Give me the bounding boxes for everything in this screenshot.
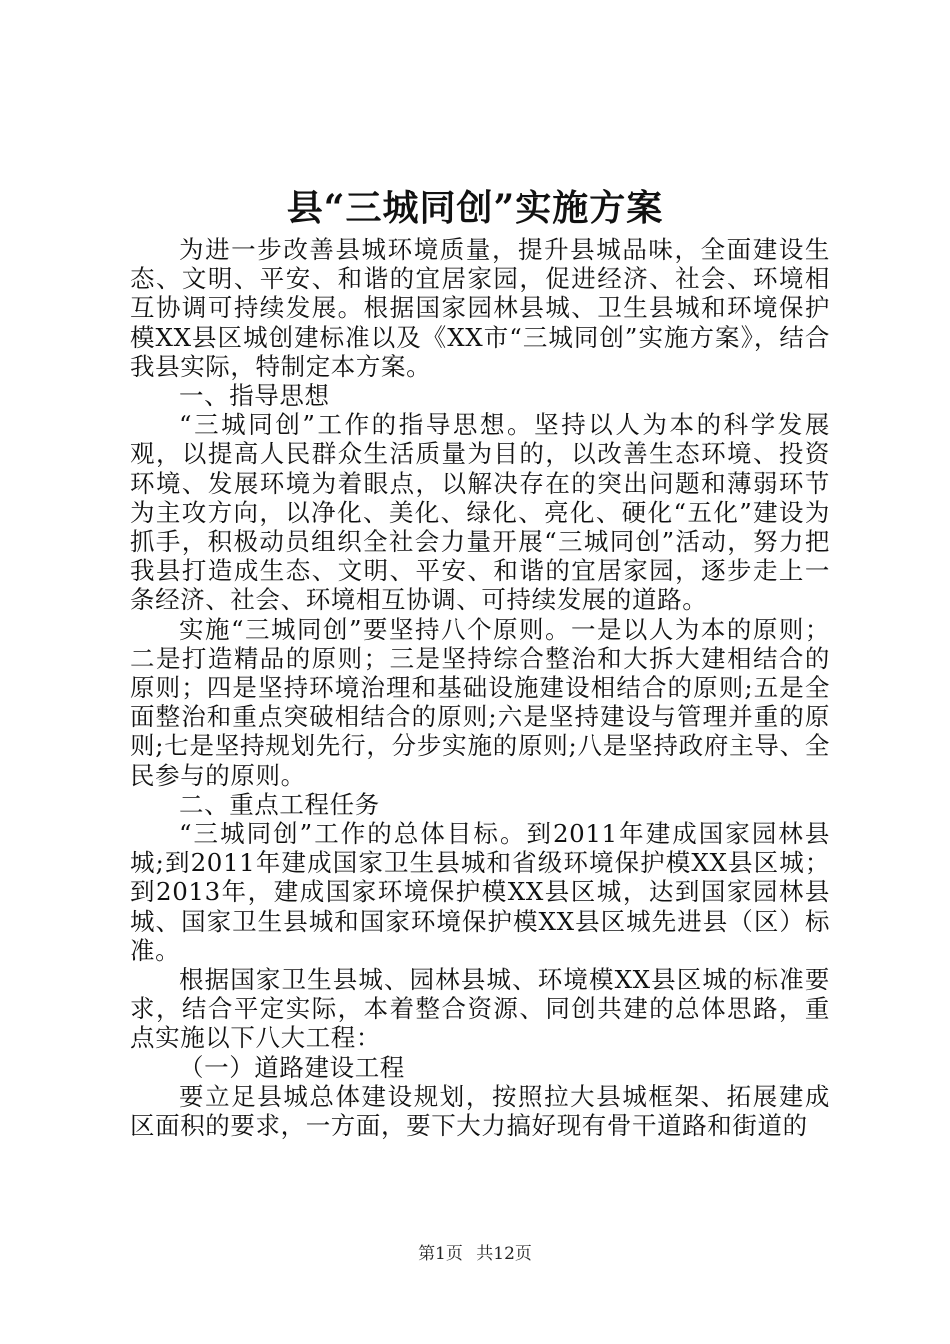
subsection-heading-road-construction: （一）道路建设工程 [179, 1052, 405, 1082]
eight-projects-paragraph: 根据国家卫生县城、园林县城、环境模XX县区城的标准要求，结合平定实际，本着整合资源、同创共建的总体思路，重点实施以下八大工程： [130, 965, 830, 1053]
section-heading-key-projects: 二、重点工程任务 [179, 789, 380, 819]
principles-paragraph: 实施“三城同创”要坚持八个原则。一是以人为本的原则；二是打造精品的原则；三是坚持综合整治和大拆大建相结合的原则；四是坚持环境治理和基础设施建设相结合的原则;五是全面整治和重点突破相结合的原则;六是坚持建设与管理并重的原则;七是坚持规划先行，分步实施的原则;八是坚持政府主导、全民参与的原则。 [130, 614, 830, 790]
overall-goal-paragraph: “三城同创”工作的总体目标。到2011年建成国家园林县城;到2011年建成国家卫生县城和省级环境保护模XX县区城；到2013年，建成国家环境保护模XX县区城，达到国家园林县城、国家卫生县城和国家环境保护模XX县区城先进县（区）标准。 [130, 819, 830, 965]
road-construction-paragraph: 要立足县城总体建设规划，按照拉大县城框架、拓展建成区面积的要求，一方面，要下大力搞好现有骨干道路和街道的 [130, 1081, 830, 1141]
intro-paragraph: 为进一步改善县城环境质量，提升县城品味，全面建设生态、文明、平安、和谐的宜居家园，促进经济、社会、环境相互协调可持续发展。根据国家园林县城、卫生县城和环境保护模XX县区城创建标准以及《XX市“三城同创”实施方案》，结合我县实际，特制定本方案。 [130, 235, 830, 381]
guiding-ideology-paragraph: “三城同创”工作的指导思想。坚持以人为本的科学发展观，以提高人民群众生活质量为目的，以改善生态环境、投资环境、发展环境为着眼点，以解决存在的突出问题和薄弱环节为主攻方向，以净化、美化、绿化、亮化、硬化“五化”建设为抓手，积极动员组织全社会力量开展“三城同创”活动，努力把我县打造成生态、文明、平安、和谐的宜居家园，逐步走上一条经济、社会、环境相互协调、可持续发展的道路。 [130, 410, 830, 615]
page-footer [0, 1242, 950, 1266]
page-number: 第1页 [418, 1244, 463, 1264]
total-pages: 共12页 [476, 1244, 532, 1264]
section-heading-guiding-ideology: 一、指导思想 [179, 381, 330, 411]
document-body [130, 235, 830, 1140]
document-title: 县“三城同创”实施方案 [286, 187, 664, 229]
